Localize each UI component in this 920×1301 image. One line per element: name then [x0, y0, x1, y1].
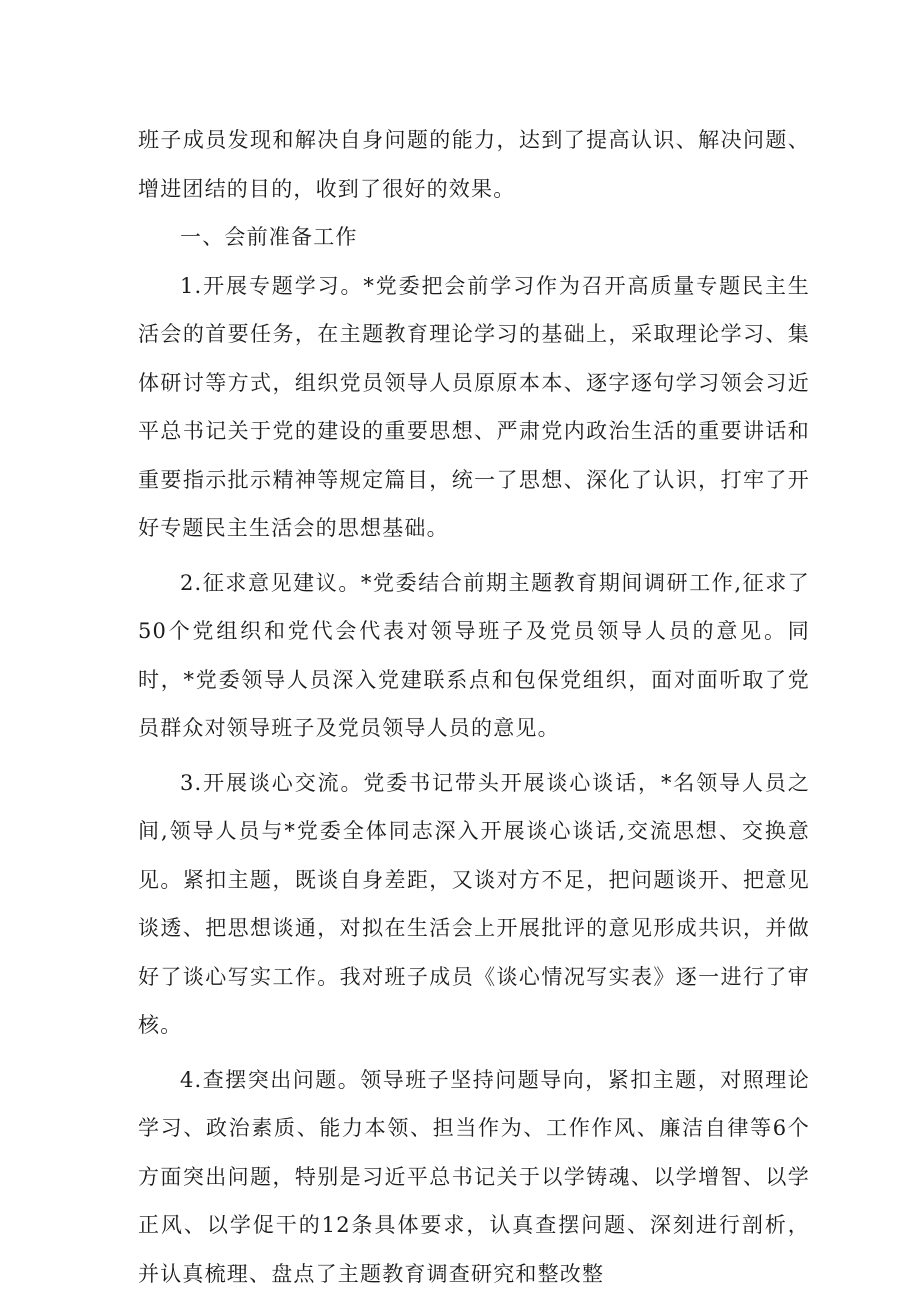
- paragraph-problems: 4.查摆突出问题。领导班子坚持问题导向，紧扣主题，对照理论学习、政治素质、能力本领、担当作为、工作作风、廉洁自律等6个方面突出问题，特别是习近平总书记关于以学铸魂、以学增智、以学正风、以学促干的12条具体要求，认真查摆问题、深刻进行剖析，并认真梳理、盘点了主题教育调查研究和整改整: [138, 1067, 810, 1286]
- paragraph-talks: 3.开展谈心交流。党委书记带头开展谈心谈话，*名领导人员之间,领导人员与*党委全体同志深入开展谈心谈话,交流思想、交换意见。紧扣主题，既谈自身差距，又谈对方不足，把问题谈开、把意见谈透、把思想谈通，对拟在生活会上开展批评的意见形成共识，并做好了谈心写实工作。我对班子成员《谈心情况写实表》逐一进行了审核。: [138, 770, 810, 1037]
- paragraph-study: 1.开展专题学习。*党委把会前学习作为召开高质量专题民主生活会的首要任务，在主题教育理论学习的基础上，采取理论学习、集体研讨等方式，组织党员领导人员原原本本、逐字逐句学习领会习近平总书记关于党的建设的重要思想、严肃党内政治生活的重要讲话和重要指示批示精神等规定篇目，统一了思想、深化了认识，打牢了开好专题民主生活会的思想基础。: [138, 273, 810, 540]
- section-heading: 一、会前准备工作: [180, 225, 358, 249]
- paragraph-opinions: 2.征求意见建议。*党委结合前期主题教育期间调研工作,征求了50个党组织和党代会代表对领导班子及党员领导人员的意见。同时，*党委领导人员深入党建联系点和包保党组织，面对面听取了党员群众对领导班子及党员领导人员的意见。: [138, 570, 810, 740]
- paragraph-continuation: 班子成员发现和解决自身问题的能力，达到了提高认识、解决问题、增进团结的目的，收到了很好的效果。: [138, 128, 810, 201]
- document-body: [138, 116, 810, 1298]
